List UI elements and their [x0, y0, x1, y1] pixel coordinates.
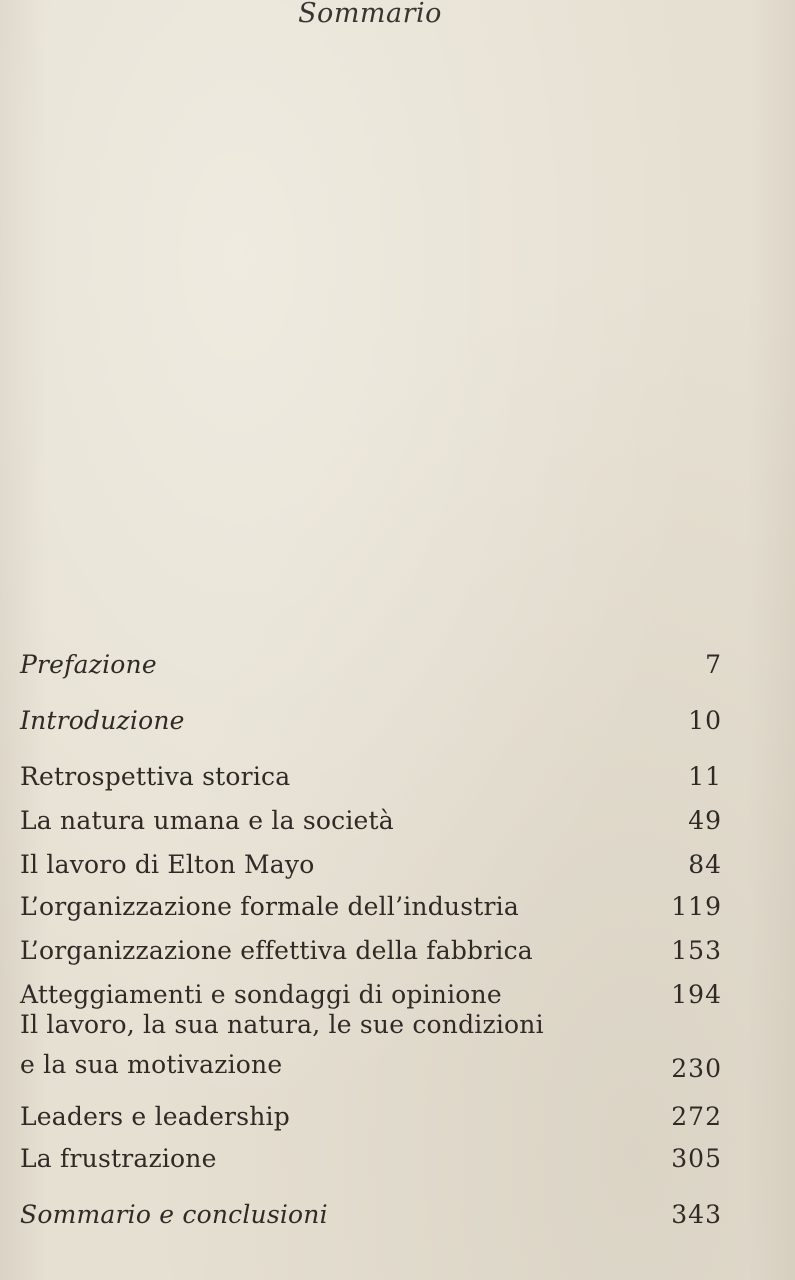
toc-entry-page: 305: [671, 1144, 722, 1173]
toc-entry-introduzione: [20, 696, 722, 736]
toc-entry-title: L’organizzazione formale dell’industria: [20, 892, 519, 921]
toc-entry-title: Prefazione: [20, 650, 157, 679]
toc-entry-title: Il lavoro di Elton Mayo: [20, 850, 315, 879]
toc-entry-page: 194: [671, 980, 722, 1009]
toc-entry-page: 343: [671, 1200, 722, 1229]
toc-entry-title: Introduzione: [20, 706, 185, 735]
toc-entry-lavoro-natura: [20, 1010, 722, 1084]
toc-entry-organizzazione-formale: [20, 882, 722, 922]
toc-entry-retrospettiva: [20, 752, 722, 792]
toc-entry-page: 84: [688, 850, 722, 879]
toc-entry-page: 272: [671, 1102, 722, 1131]
toc-entry-title: Il lavoro, la sua natura, le sue condizioni: [20, 1010, 544, 1039]
toc-entry-frustrazione: [20, 1134, 722, 1174]
toc-entry-title: L’organizzazione effettiva della fabbrica: [20, 936, 533, 965]
toc-entry-prefazione: [20, 640, 722, 680]
toc-entry-title: Atteggiamenti e sondaggi di opinione: [20, 980, 502, 1009]
toc-entry-title: Leaders e leadership: [20, 1102, 290, 1131]
toc-entry-organizzazione-effettiva: [20, 926, 722, 966]
toc-entry-title: Retrospettiva storica: [20, 762, 291, 791]
toc-entry-page: 119: [671, 892, 722, 921]
toc-entry-page: 10: [688, 706, 722, 735]
toc-entry-elton-mayo: [20, 840, 722, 880]
toc-entry-natura-umana: [20, 796, 722, 836]
page-title: Sommario: [298, 0, 442, 29]
toc-entry-sommario-conclusioni: [20, 1190, 722, 1230]
toc-entry-page: 7: [705, 650, 722, 679]
toc-entry-title: La frustrazione: [20, 1144, 217, 1173]
toc-entry-page: 49: [688, 806, 722, 835]
toc-entry-page: 230: [671, 1054, 722, 1083]
toc-entry-title-line2: e la sua motivazione: [20, 1050, 283, 1079]
toc-entry-leaders: [20, 1092, 722, 1132]
toc-entry-atteggiamenti: [20, 970, 722, 1010]
toc-entry-page: 153: [671, 936, 722, 965]
toc-entry-title: Sommario e conclusioni: [20, 1200, 328, 1229]
toc-entry-title: La natura umana e la società: [20, 806, 394, 835]
toc-entry-page: 11: [688, 762, 722, 791]
